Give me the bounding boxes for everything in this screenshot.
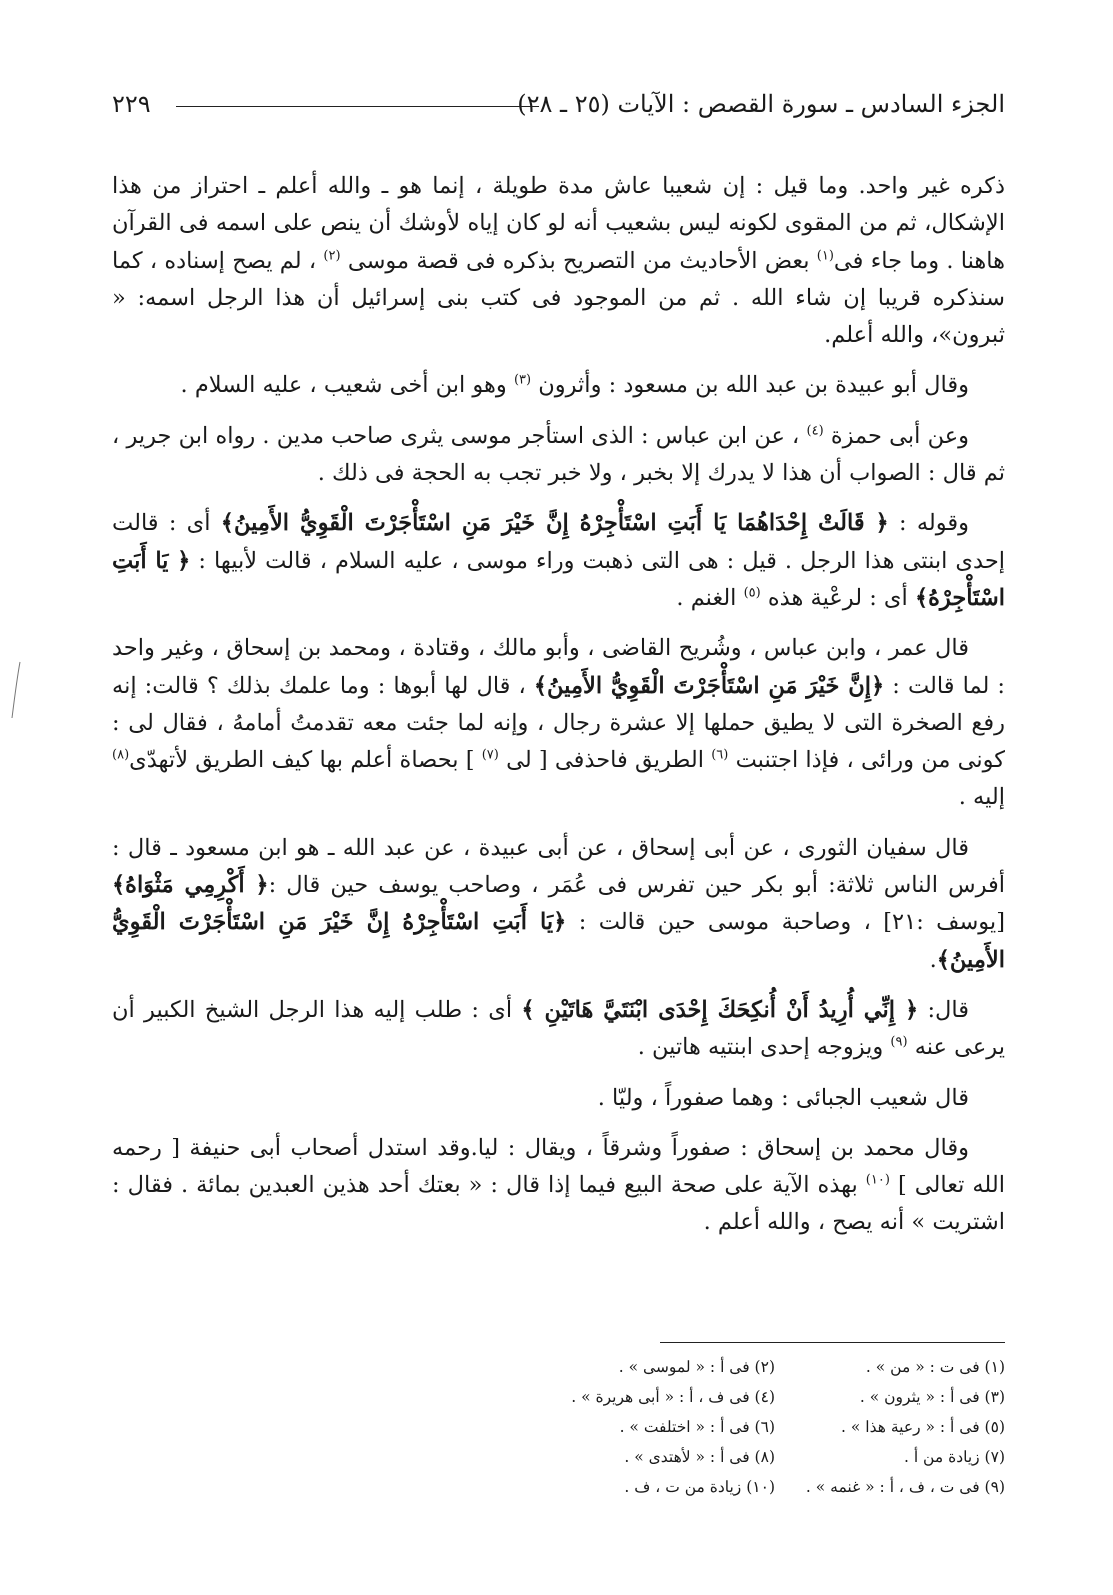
footnotes [445,1352,1005,1502]
footnote: (٤) فى ف ، أ : « أبى هريرة » . [571,1388,775,1406]
quran-verse: ﴿ يَا أَبَتِ اسْتَأْجِرْهُ﴾ [112,547,1005,611]
paragraph: قال عمر ، وابن عباس ، وشُريح القاضى ، وأبو مالك ، وقتادة ، ومحمد بن إسحاق ، وغير واحد : لما قالت : ﴿إِنَّ خَيْرَ مَنِ اسْتَأْجَرْتَ الْقَوِيُّ الأَمِينُ﴾ ، قال لها أبوها : وما علمك بذلك ؟ قالت: إنه رفع الصخرة التى لا يطيق حملها إلا عشرة رجال ، وإنه لما جئت معه تقدمتُ أمامهُ ، فقال لى : كونى من ورائى ، فإذا اجتنبت $^{(٦)}$ الطريق فاحذفى [ لى $^{(٧)}$ ] بحصاة أعلم بها كيف الطريق لأتهدّى$^{(٨)}$ إليه . [112,635,1005,811]
paragraph: قال سفيان الثورى ، عن أبى إسحاق ، عن أبى عبيدة ، عن عبد الله ـ هو ابن مسعود ـ قال : أفرس الناس ثلاثة: أبو بكر حين تفرس فى عُمَر ، وصاحب يوسف حين قال :﴿ أَكْرِمِي مَثْوَاهُ﴾ [يوسف :٢١] ، وصاحبة موسى حين قالت : ﴿يَا أَبَتِ اسْتَأْجِرْهُ إِنَّ خَيْرَ مَنِ اسْتَأْجَرْتَ الْقَوِيُّ الأَمِينُ﴾. [112,834,1005,973]
header-rule [176,106,539,107]
footnote-ref: (٧) [481,747,499,763]
footnote: (٢) فى أ : « لموسى » . [618,1358,775,1376]
page-number: ٢٢٩ [112,90,151,118]
footnote: (٣) فى أ : « يثرون » . [859,1388,1005,1406]
footnote-separator [660,1342,1005,1343]
paragraph: قال شعيب الجبائى : وهما صفوراً ، وليّا . [597,1084,969,1111]
running-header [112,84,1005,124]
quran-verse: ﴿ إِنِّي أُرِيدُ أَنْ أُنكِحَكَ إِحْدَى ابْنَتَيَّ هَاتَيْنِ ﴾ [521,996,919,1023]
footnote-ref: (٩) [890,1034,908,1050]
footnote-ref: (١) [816,248,834,264]
footnote-ref: (٢) [323,248,341,264]
margin-pencil-mark [10,660,22,720]
quran-verse: ﴿إِنَّ خَيْرَ مَنِ اسْتَأْجَرْتَ الْقَوِيُّ الأَمِينُ﴾ [533,672,885,699]
footnote: (٧) زيادة من أ . [903,1448,1005,1466]
paragraph: وقال أبو عبيدة بن عبد الله بن مسعود : وأثرون $^{(٣)}$ وهو ابن أخى شعيب ، عليه السلام . [180,372,969,399]
main-text [112,168,1005,1255]
quran-verse: ﴿ قَالَتْ إِحْدَاهُمَا يَا أَبَتِ اسْتَأْجِرْهُ إِنَّ خَيْرَ مَنِ اسْتَأْجَرْتَ الْقَوِيُّ الأَمِينُ﴾ [220,510,889,537]
quran-verse: ﴿يَا أَبَتِ اسْتَأْجِرْهُ إِنَّ خَيْرَ مَنِ اسْتَأْجَرْتَ الْقَوِيُّ الأَمِينُ﴾ [112,909,1005,973]
footnote-ref: (٥) [743,585,761,601]
footnote-ref: (٤) [806,423,824,439]
footnote-row [445,1352,1005,1382]
footnote: (١٠) زيادة من ت ، ف . [624,1478,775,1496]
paragraph: وقوله : ﴿ قَالَتْ إِحْدَاهُمَا يَا أَبَتِ اسْتَأْجِرْهُ إِنَّ خَيْرَ مَنِ اسْتَأْجَرْتَ الْقَوِيُّ الأَمِينُ﴾ أى : قالت إحدى ابنتى هذا الرجل . قيل : هى التى ذهبت وراء موسى ، عليه السلام ، قالت لأبيها : ﴿ يَا أَبَتِ اسْتَأْجِرْهُ﴾ أى : لرعْية هذه $^{(٥)}$ الغنم . [112,510,1006,611]
footnote-ref: (٦) [711,747,729,763]
paragraph: ذكره غير واحد. وما قيل : إن شعيبا عاش مدة طويلة ، إنما هو ـ والله أعلم ـ احتراز من هذا الإشكال، ثم من المقوى لكونه ليس بشعيب أنه لو كان إياه لأوشك أن ينص على اسمه فى القرآن هاهنا . وما جاء فى$^{(١)}$ بعض الأحاديث من التصريح بذكره فى قصة موسى $^{(٢)}$ ، لم يصح إسناده ، كما سنذكره قريبا إن شاء الله . ثم من الموجود فى كتب بنى إسرائيل أن هذا الرجل اسمه: « ثبرون»، والله أعلم. [112,173,1006,349]
footnote: (٥) فى أ : « رعية هذا » . [841,1418,1005,1436]
paragraph: وعن أبى حمزة $^{(٤)}$ ، عن ابن عباس : الذى استأجر موسى يثرى صاحب مدين . رواه ابن جرير ، ثم قال : الصواب أن هذا لا يدرك إلا بخبر ، ولا خبر تجب به الحجة فى ذلك . [112,422,1005,487]
footnote-row [445,1472,1005,1502]
paragraph: قال: ﴿ إِنِّي أُرِيدُ أَنْ أُنكِحَكَ إِحْدَى ابْنَتَيَّ هَاتَيْنِ ﴾ أى : طلب إليه هذا الرجل الشيخ الكبير أن يرعى عنه $^{(٩)}$ ويزوجه إحدى ابنتيه هاتين . [112,996,1005,1061]
footnote: (٦) فى أ : « اختلفت » . [619,1418,775,1436]
footnote-ref: (٨) [112,747,130,763]
footnote-row [445,1412,1005,1442]
footnote-ref: (٣) [513,372,532,388]
footnote: (٨) فى أ : « لأهتدى » . [624,1448,775,1466]
paragraph: وقال محمد بن إسحاق : صفوراً وشرقاً ، ويقال : ليا.وقد استدل أصحاب أبى حنيفة [ رحمه الله تعالى ] $^{(١٠)}$ بهذه الآية على صحة البيع فيما إذا قال : « بعتك أحد هذين العبدين بمائة . فقال : اشتريت » أنه يصح ، والله أعلم . [112,1134,1005,1236]
quran-verse: ﴿ أَكْرِمِي مَثْوَاهُ﴾ [112,872,269,899]
footnote-ref: (١٠) [865,1172,890,1188]
footnote-row [445,1382,1005,1412]
footnote: (١) فى ت : « من » . [865,1358,1005,1376]
footnote-row [445,1442,1005,1472]
footnote: (٩) فى ت ، ف ، أ : « غنمه » . [805,1478,1005,1496]
header-title: الجزء السادس ـ سورة القصص : الآيات (٢٥ ـ ٢٨) [517,90,1005,118]
